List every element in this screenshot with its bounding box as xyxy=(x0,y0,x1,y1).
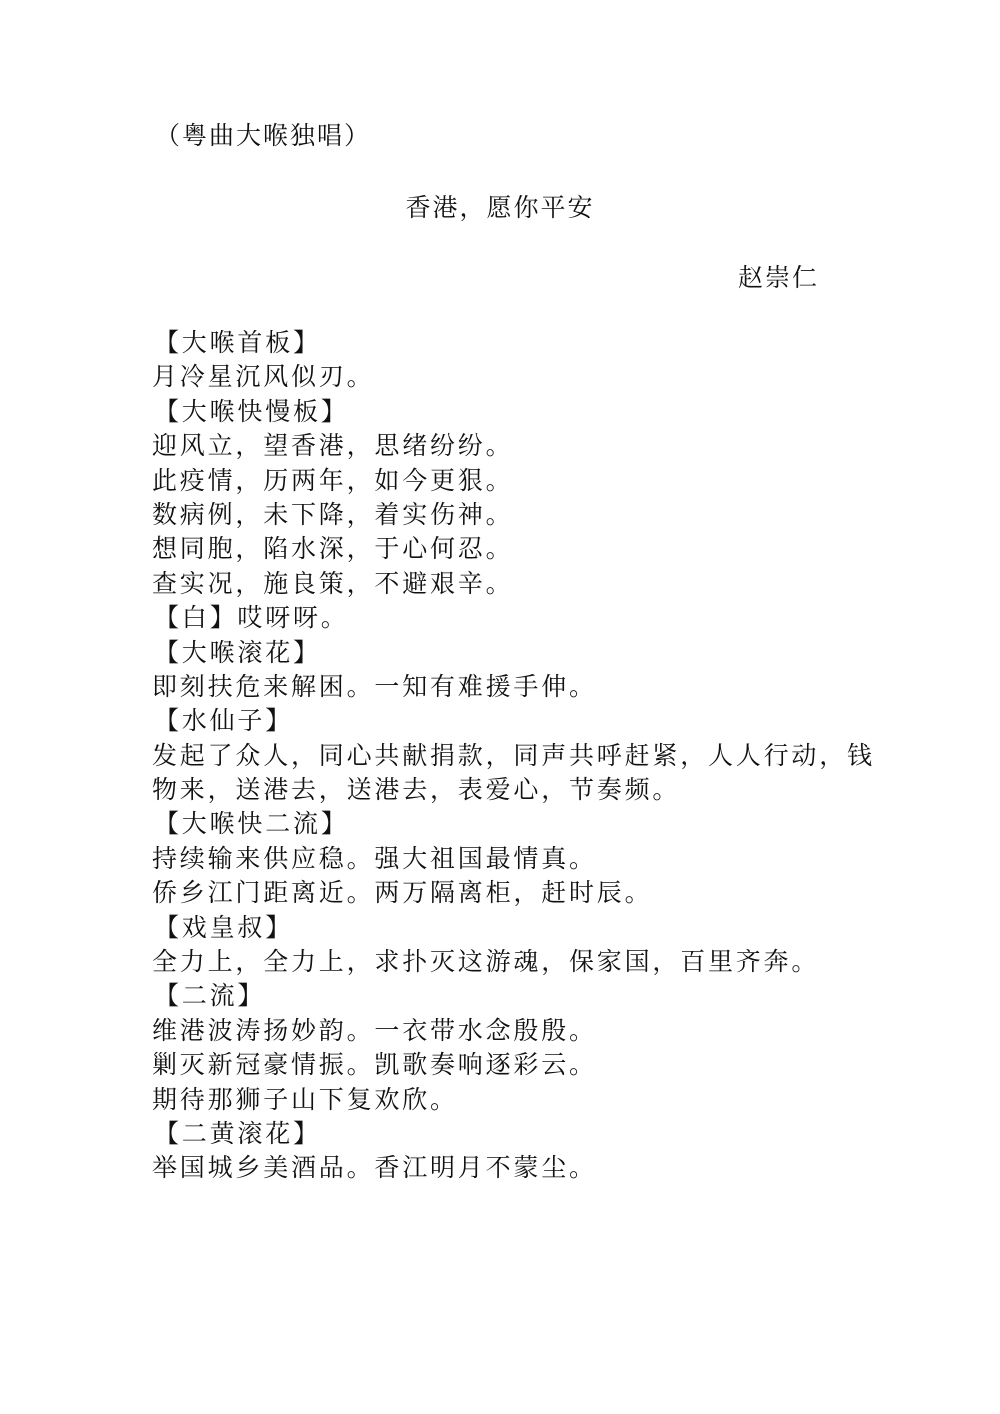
section-heading: 【大喉滚花】 xyxy=(154,637,321,667)
document-title: 香港，愿你平安 xyxy=(405,193,595,222)
lyric-line: 发起了众人，同心共献捐款，同声共呼赶紧，人人行动，钱 xyxy=(152,740,875,770)
section-heading: 【大喉快二流】 xyxy=(154,809,349,839)
section-heading: 【二流】 xyxy=(154,981,266,1011)
lyric-line: 维港波涛扬妙韵。一衣带水念殷殷。 xyxy=(152,1015,597,1045)
lyric-line: 月冷星沉风似刃。 xyxy=(152,362,375,392)
lyric-line: 数病例，未下降，着实伤神。 xyxy=(152,499,514,529)
lyric-line: 想同胞，陷水深，于心何忍。 xyxy=(152,534,514,564)
document-subtitle: （粤曲大喉独唱） xyxy=(155,121,372,150)
lyric-line: 物来，送港去，送港去，表爱心，节奏频。 xyxy=(152,775,681,805)
spoken-line: 【白】哎呀呀。 xyxy=(154,603,349,633)
lyric-line: 此疫情，历两年，如今更狠。 xyxy=(152,465,514,495)
lyric-line: 持续输来供应稳。强大祖国最情真。 xyxy=(152,843,597,873)
lyric-line: 侨乡江门距离近。两万隔离柜，赶时辰。 xyxy=(152,878,653,908)
lyrics-body xyxy=(152,326,875,1186)
lyric-line: 查实况，施良策，不避艰辛。 xyxy=(152,568,514,598)
section-heading: 【大喉首板】 xyxy=(154,328,321,357)
section-heading: 【戏皇叔】 xyxy=(154,912,294,942)
lyric-line: 全力上，全力上，求扑灭这游魂，保家国，百里齐奔。 xyxy=(152,947,820,977)
lyric-line: 剿灭新冠豪情振。凯歌奏响逐彩云。 xyxy=(152,1050,597,1080)
lyric-line: 即刻扶危来解困。一知有难援手伸。 xyxy=(152,671,597,701)
author-name: 赵崇仁 xyxy=(738,263,820,292)
section-heading: 【水仙子】 xyxy=(154,706,294,736)
lyric-line: 期待那狮子山下复欢欣。 xyxy=(152,1084,458,1114)
section-heading: 【大喉快慢板】 xyxy=(154,396,349,426)
lyric-line: 迎风立，望香港，思绪纷纷。 xyxy=(152,431,514,461)
lyric-line: 举国城乡美酒品。香江明月不蒙尘。 xyxy=(152,1153,597,1183)
section-heading: 【二黄滚花】 xyxy=(154,1118,321,1148)
